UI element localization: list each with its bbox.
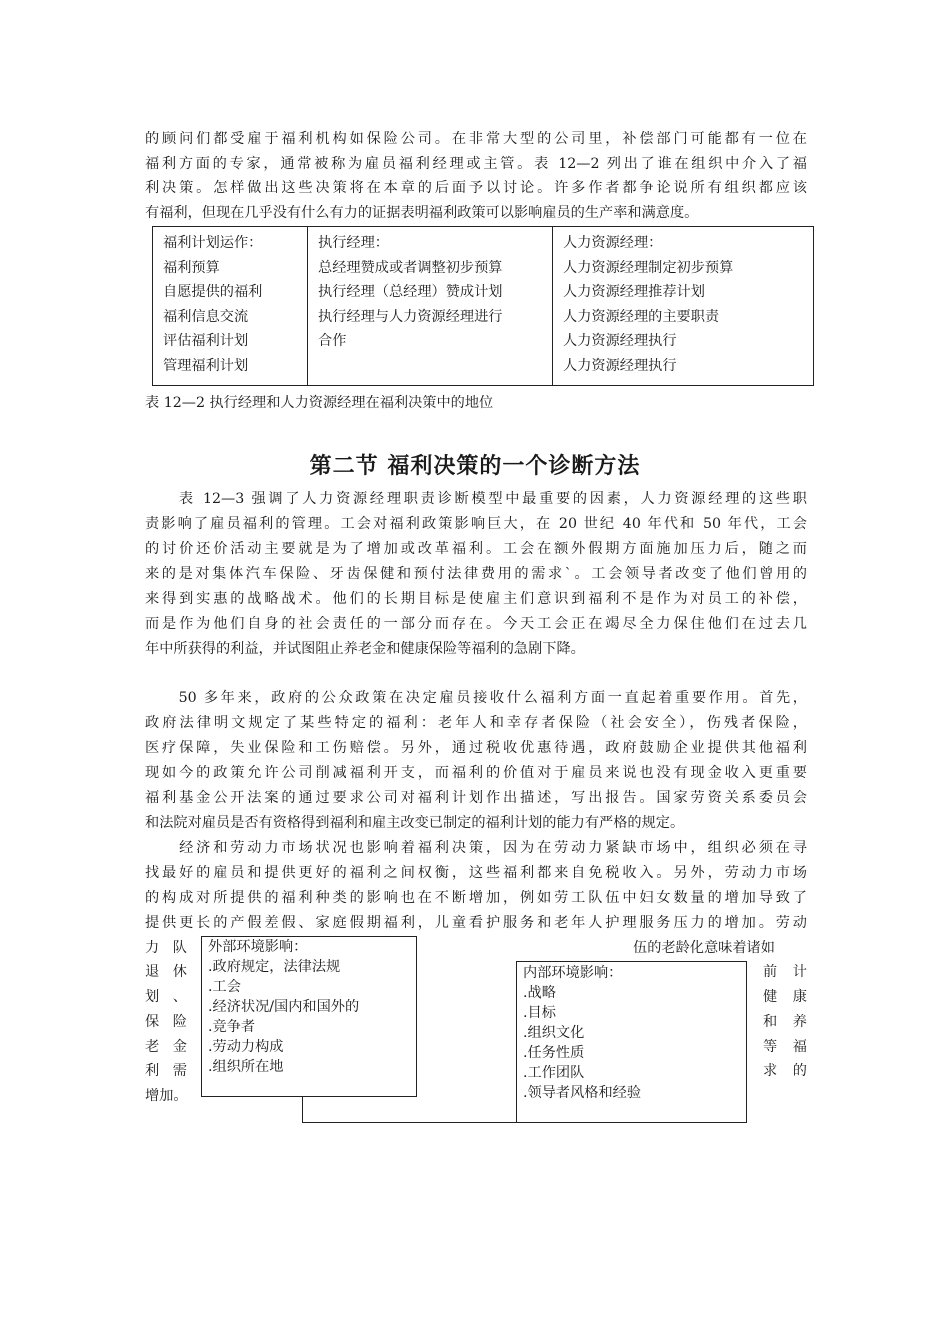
table-cell: 人力资源经理推荐计划 xyxy=(563,284,705,301)
text-line: 50 多年来，政府的公众政策在决定雇员接收什么福利方面一直起着重要作用。首先， xyxy=(145,690,807,706)
table-cell: 执行经理与人力资源经理进行 xyxy=(318,308,503,325)
text-line: 政府法律明文规定了某些特定的福利：老年人和幸存者保险（社会安全），伤残者保险， xyxy=(145,715,807,731)
wrap-text-right: 健 康 xyxy=(763,989,807,1005)
wrap-text-left: 退 休 xyxy=(145,964,187,980)
text-line: 表 12—3 强调了人力资源经理职责诊断模型中最重要的因素，人力资源经理的这些职 xyxy=(145,491,807,507)
text-line: 现如今的政策允许公司削减福利开支，而福利的价值对于雇员来说也没有现金收入更重要 xyxy=(145,765,807,781)
section-heading: 第二节 福利决策的一个诊断方法 xyxy=(309,454,641,479)
table-cell: 执行经理： xyxy=(318,235,389,251)
table-cell: 人力资源经理执行 xyxy=(563,333,677,350)
text-line: 福利基金公开法案的通过要求公司对福利计划作出描述，写出报告。国家劳资关系委员会 xyxy=(145,790,807,806)
text-line: 来得到实惠的战略战术。他们的长期目标是使雇主们意识到福利不是作为对员工的补偿， xyxy=(145,591,807,607)
text-line: 的顾问们都受雇于福利机构如保险公司。在非常大型的公司里，补偿部门可能都有一位在 xyxy=(145,131,807,147)
box-item: .战略 xyxy=(523,985,556,1001)
box-item: .工作团队 xyxy=(523,1065,585,1081)
internal-environment-box xyxy=(516,961,747,1123)
table-cell: 执行经理（总经理）赞成计划 xyxy=(318,284,503,301)
text-line: 的讨价还价活动主要就是为了增加或改革福利。工会在额外假期方面施加压力后，随之而 xyxy=(145,541,807,557)
text-line: 责影响了雇员福利的管理。工会对福利政策影响巨大，在 20 世纪 40 年代和 50 年代，工会 xyxy=(145,516,807,532)
text-line: 来的是对集体汽车保险、牙齿保健和预付法律费用的需求`。工会领导者改变了他们曾用的 xyxy=(145,566,807,582)
table-cell: 管理福利计划 xyxy=(163,357,249,374)
wrap-text-right: 求 的 xyxy=(763,1063,807,1079)
wrap-text-left: 增加。 xyxy=(145,1088,188,1104)
table-column-operations xyxy=(153,227,308,386)
box-item: .政府规定，法律法规 xyxy=(208,959,341,975)
table-cell: 人力资源经理执行 xyxy=(563,357,677,374)
table-cell: 福利信息交流 xyxy=(163,308,249,325)
wrap-text-left: 利 需 xyxy=(145,1063,187,1079)
box-item: .任务性质 xyxy=(523,1045,585,1061)
wrap-text-left: 划 、 xyxy=(145,989,187,1005)
wrap-text-right: 等 福 xyxy=(763,1039,807,1055)
text-line: 提供更长的产假差假、家庭假期福利，儿童看护服务和老年人护理服务压力的增加。劳动 xyxy=(145,915,807,931)
text-line: 利决策。怎样做出这些决策将在本章的后面予以讨论。许多作者都争论说所有组织都应该 xyxy=(145,180,807,196)
text-line: 找最好的雇员和提供更好的福利之间权衡，这些福利都来自免税收入。另外，劳动力市场 xyxy=(145,865,807,881)
text-line: 医疗保障，失业保险和工伤赔偿。另外，通过税收优惠待遇，政府鼓励企业提供其他福利 xyxy=(145,740,807,756)
text-line: 福利方面的专家，通常被称为雇员福利经理或主管。表 12—2 列出了谁在组织中介入了福 xyxy=(145,156,807,172)
benefit-decision-table xyxy=(152,226,814,386)
wrap-text-left: 老 金 xyxy=(145,1039,187,1055)
wrap-text-left: 保 险 xyxy=(145,1014,187,1030)
table-cell: 人力资源经理制定初步预算 xyxy=(563,259,734,276)
box-item: .目标 xyxy=(523,1005,556,1021)
box-item: .经济状况/国内和国外的 xyxy=(208,999,360,1015)
table-cell: 福利预算 xyxy=(163,259,220,276)
text-line: 年中所获得的利益，并试图阻止养老金和健康保险等福利的急剧下降。 xyxy=(145,641,585,657)
box-item: .领导者风格和经验 xyxy=(523,1085,642,1101)
text-line: 而是作为他们自身的社会责任的一部分而存在。今天工会正在竭尽全力保住他们在过去几 xyxy=(145,616,807,632)
wrap-text-right: 和 养 xyxy=(763,1014,807,1030)
box-title: 外部环境影响： xyxy=(208,939,308,955)
wrap-text-right: 伍的老龄化意味着诸如 xyxy=(633,940,775,956)
table-cell: 自愿提供的福利 xyxy=(163,284,263,301)
table-cell: 福利计划运作： xyxy=(163,235,263,251)
table-cell: 人力资源经理： xyxy=(563,235,663,251)
table-cell: 评估福利计划 xyxy=(163,333,249,350)
table-column-hr-manager xyxy=(553,227,814,386)
box-item: .组织文化 xyxy=(523,1025,585,1041)
wrap-text-left: 力 队 xyxy=(145,940,187,956)
table-cell: 人力资源经理的主要职责 xyxy=(563,308,720,325)
text-line: 的构成对所提供的福利种类的影响也在不断增加，例如劳工队伍中妇女数量的增加导致了 xyxy=(145,890,807,906)
table-column-executive xyxy=(308,227,553,386)
box-title: 内部环境影响： xyxy=(523,965,623,981)
table-cell: 合作 xyxy=(318,333,347,350)
box-item: .劳动力构成 xyxy=(208,1039,284,1055)
text-line: 经济和劳动力市场状况也影响着福利决策，因为在劳动力紧缺市场中，组织必须在寻 xyxy=(145,840,807,856)
table-cell: 总经理赞成或者调整初步预算 xyxy=(318,259,503,276)
box-item: .组织所在地 xyxy=(208,1059,284,1075)
table-caption: 表 12—2 执行经理和人力资源经理在福利决策中的地位 xyxy=(145,395,494,411)
box-item: .工会 xyxy=(208,979,241,995)
wrap-text-right: 前 计 xyxy=(763,964,807,980)
box-item: .竞争者 xyxy=(208,1019,256,1035)
text-line: 和法院对雇员是否有资格得到福利和雇主改变已制定的福利计划的能力有严格的规定。 xyxy=(145,815,685,831)
external-environment-box xyxy=(201,936,417,1097)
text-line: 有福利，但现在几乎没有什么有力的证据表明福利政策可以影响雇员的生产率和满意度。 xyxy=(145,205,699,221)
